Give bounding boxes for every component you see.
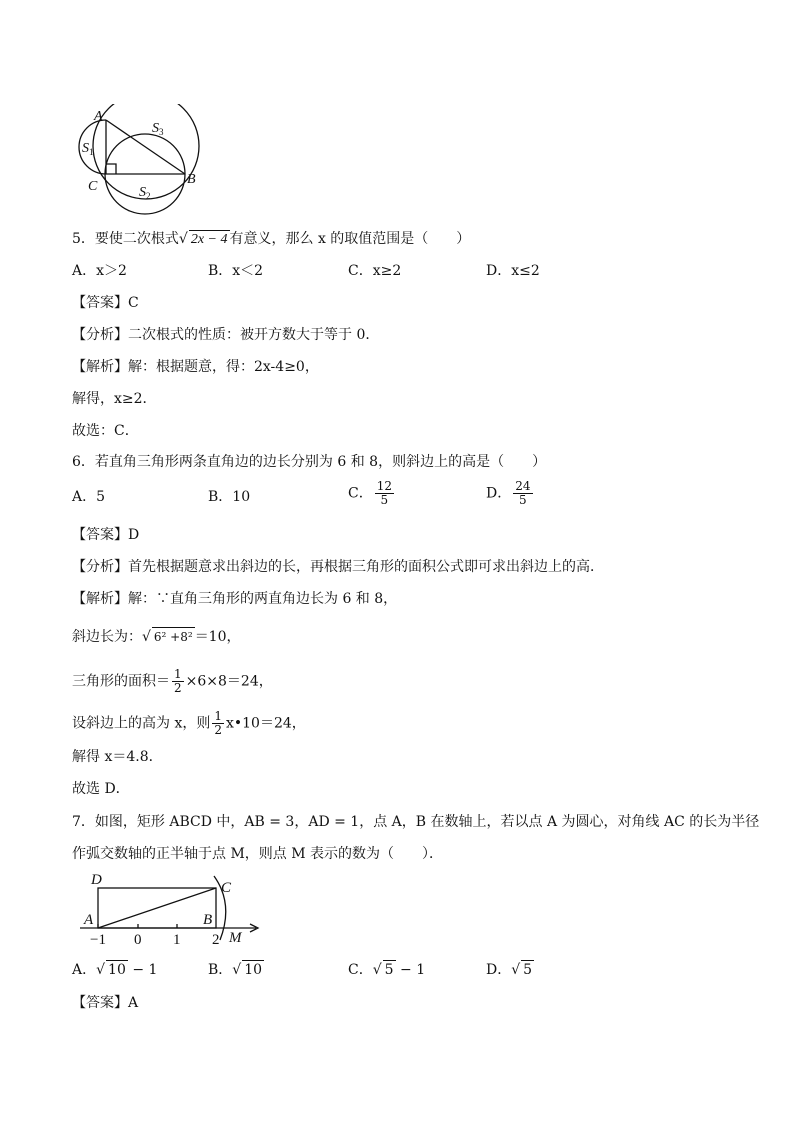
q5-analysis: 【分析】二次根式的性质：被开方数大于等于 0． xyxy=(72,327,380,343)
right-angle-mark xyxy=(106,164,116,174)
tick-label-0: 0 xyxy=(134,932,142,948)
q7-option-c: C．√ 5 − 1 xyxy=(348,962,426,978)
q5-answer: 【答案】C xyxy=(72,295,139,311)
tick-label-minus1: −1 xyxy=(90,932,106,948)
label-a: A xyxy=(94,109,103,124)
label-s1: $S_1$ xyxy=(82,141,94,157)
q5-radicand: 2x − 4 xyxy=(190,232,228,247)
q6-area: 三角形的面积＝ $\frac{1}{2}$ ×6×8＝24， xyxy=(72,667,273,695)
diagonal-ac xyxy=(98,888,216,928)
q6-solution: 【解析】解：∵直角三角形的两直角边长为 6 和 8， xyxy=(72,591,398,607)
q7-stem-line1: 7．如图，矩形 ABCD 中，AB = 3，AD = 1，点 A，B 在数轴上，若以点 A 为圆心，对角线 AC 的长为半径 xyxy=(72,814,760,830)
q6-stem: 6．若直角三角形两条直角边的边长分别为 6 和 8，则斜边上的高是（ ） xyxy=(72,454,547,470)
q6-answer: 【答案】D xyxy=(72,527,140,543)
label-c: C xyxy=(88,179,98,194)
q6-option-a: A．5 xyxy=(72,489,106,505)
rectangle-number-line-figure xyxy=(76,868,266,948)
q7-answer: 【答案】A xyxy=(72,995,139,1011)
tick-label-2: 2 xyxy=(212,932,220,948)
label-b: B xyxy=(203,912,213,928)
q5-option-d: D．x≤2 xyxy=(486,263,540,279)
q5-conclusion: 故选：C． xyxy=(72,423,139,439)
q6-conclusion: 故选 D． xyxy=(72,781,130,797)
label-b: B xyxy=(187,172,196,187)
q6-result: 解得 x＝4.8． xyxy=(72,749,163,765)
q7-option-d: D．√ 5 xyxy=(486,962,533,978)
q5-option-a: A．x＞2 xyxy=(72,263,127,279)
circles-triangle-figure xyxy=(70,104,210,218)
q5-option-b: B．x＜2 xyxy=(208,263,264,279)
q5-solution-line2: 解得，x≥2． xyxy=(72,391,157,407)
q7-option-a: A．√ 10 − 1 xyxy=(72,962,158,978)
q5-stem: 5．要使二次根式√ 2x − 4 有意义，那么 x 的取值范围是（ ） xyxy=(72,231,471,247)
label-s3: $S_3$ xyxy=(152,121,164,137)
q6-hypotenuse: 斜边长为：√ 6² +8² ＝10， xyxy=(72,629,241,645)
label-m: M xyxy=(229,930,242,946)
q6-option-b: B．10 xyxy=(208,489,251,505)
label-d: D xyxy=(91,872,102,888)
q6-height: 设斜边上的高为 x，则 $\frac{1}{2}$ x•10＝24， xyxy=(72,709,306,737)
triangle-hypotenuse-ab xyxy=(106,120,185,174)
q5-option-c: C．x≥2 xyxy=(348,263,402,279)
q6-option-c: C． $\frac{12}{5}$ xyxy=(348,479,392,507)
q5-solution: 【解析】解：根据题意，得：2x-4≥0， xyxy=(72,359,319,375)
q6-option-d: D． $\frac{24}{5}$ xyxy=(486,479,531,507)
label-s2: $S_2$ xyxy=(139,185,151,201)
label-a: A xyxy=(84,912,94,928)
q6-analysis: 【分析】首先根据题意求出斜边的长，再根据三角形的面积公式即可求出斜边上的高． xyxy=(72,559,604,575)
q7-option-b: B．√ 10 xyxy=(208,962,263,978)
q7-stem-line2: 作弧交数轴的正半轴于点 M，则点 M 表示的数为（ ）． xyxy=(72,846,444,862)
label-c: C xyxy=(221,880,232,896)
tick-label-1: 1 xyxy=(173,932,181,948)
